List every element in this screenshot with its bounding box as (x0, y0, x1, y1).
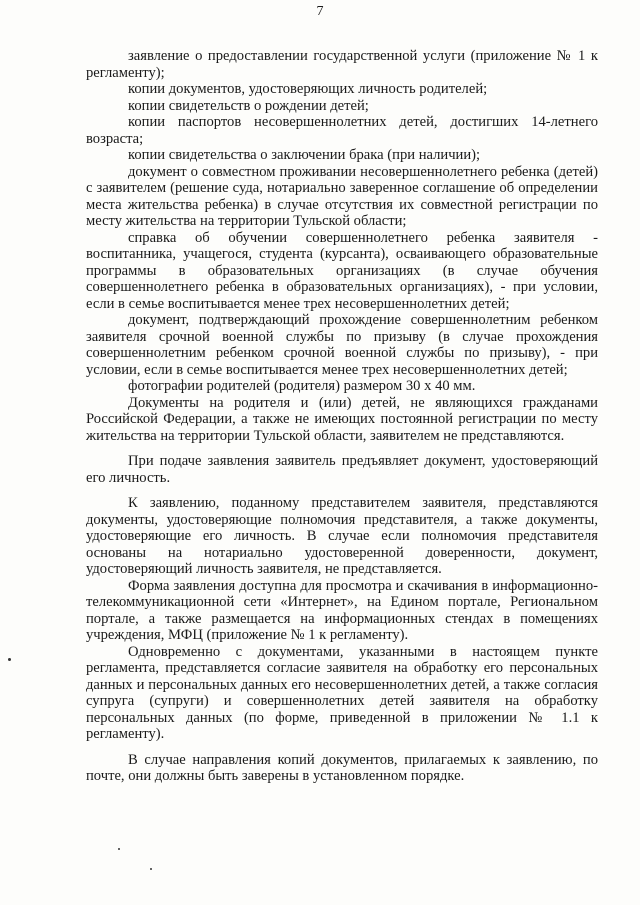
paragraph: В случае направления копий документов, прилагаемых к заявлению, по почте, они должны быть заверены в установленном порядке. (86, 751, 598, 784)
paragraph: Форма заявления доступна для просмотра и скачивания в информационно-телекоммуникационной сети «Интернет», на Едином портале, Региональном портале, а также размещается на информационных стендах в помещениях учреждения, МФЦ (приложение № 1 к регламенту). (86, 577, 598, 643)
paragraph: копии свидетельства о заключении брака (при наличии); (128, 147, 481, 163)
paragraph: документ, подтверждающий прохождение совершеннолетним ребенком заявителя срочной военной службы по призыву (в случае прохождения совершеннолетним ребенком срочной военной службы по призыву), - при условии, если в семье воспитывается менее трех несовершеннолетних детей; (86, 312, 598, 378)
paragraph: Одновременно с документами, указанными в настоящем пункте регламента, представляется согласие заявителя на обработку его персональных данных и персональных данных его несовершеннолетних детей, а также согласия супруга (супруги) и совершеннолетних детей заявителя на обработку персональных данных (по форме, приведенной в приложении № 1.1 к регламенту). (86, 643, 598, 742)
paragraph: При подаче заявления заявитель предъявляет документ, удостоверяющий его личность. (86, 453, 598, 486)
document-body (86, 48, 598, 785)
scan-speck (118, 848, 120, 850)
paragraph: копии паспортов несовершеннолетних детей, достигших 14-летнего возраста; (86, 114, 598, 147)
paragraph: К заявлению, поданному представителем заявителя, представляются документы, удостоверяющие полномочия представителя, а также документы, удостоверяющие его личность. В случае если полномочия представителя основаны на нотариально удостоверенной доверенности, документ, удостоверяющий личность заявителя, не представляется. (86, 495, 598, 577)
paragraph: справка об обучении совершеннолетнего ребенка заявителя - воспитанника, учащегося, студента (курсанта), осваивающего образовательные программы в образовательных организациях (в случае обучения совершеннолетнего ребенка в образовательных организациях), - при условии, если в семье воспитывается менее трех несовершеннолетних детей; (86, 229, 598, 312)
paragraph: копии свидетельств о рождении детей; (128, 97, 369, 114)
paragraph: Документы на родителя и (или) детей, не являющихся гражданами Российской Федерации, а также не имеющих постоянной регистрации по месту жительства на территории Тульской области, заявителем не представляются. (86, 394, 598, 444)
page-number: 7 (316, 4, 324, 19)
scan-speck (8, 658, 11, 661)
paragraph: документ о совместном проживании несовершеннолетнего ребенка (детей) с заявителем (решение суда, нотариально заверенное соглашение об определении места жительства ребенка) в случае отсутствия их совместной регистрации по месту жительства на территории Тульской области; (86, 163, 598, 229)
paragraph: фотографии родителей (родителя) размером 30 х 40 мм. (128, 378, 476, 394)
paragraph: копии документов, удостоверяющих личность родителей; (128, 81, 488, 97)
scan-speck (150, 868, 152, 870)
paragraph: заявление о предоставлении государственной услуги (приложение № 1 к регламенту); (86, 48, 598, 81)
